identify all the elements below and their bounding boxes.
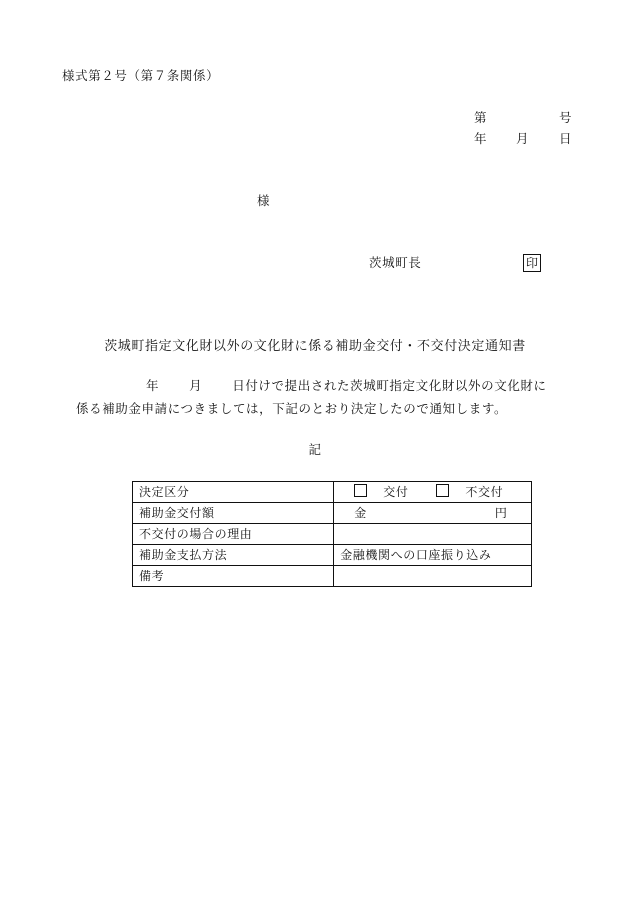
addressee-honorific: 様 [257,193,271,208]
payment-method-value: 金融機関への口座振り込み [334,545,532,566]
table-row [133,482,532,503]
body-line-1 [146,380,547,393]
document-title: 茨城町指定文化財以外の文化財に係る補助金交付・不交付決定通知書 [104,339,526,354]
decision-table [132,481,532,587]
row-label-payment-method: 補助金支払方法 [133,545,334,566]
date-month-label: 月 [516,131,530,146]
body-line-1-text: 日付けで提出された茨城町指定文化財以外の文化財に [232,378,547,393]
grant-amount-cell[interactable] [334,503,532,524]
amount-prefix: 金 [354,506,367,520]
remarks-cell[interactable] [334,566,532,587]
option-no-grant[interactable] [436,485,503,499]
checkbox-icon[interactable] [436,484,449,497]
row-label-remarks: 備考 [133,566,334,587]
table-row [133,545,532,566]
row-label-no-grant-reason: 不交付の場合の理由 [133,524,334,545]
option-grant[interactable] [340,482,408,502]
reference-number-label: 第 [474,110,488,125]
issuer-name: 茨城町長 [369,255,422,270]
body-month-label: 月 [189,378,203,393]
no-grant-reason-cell[interactable] [334,524,532,545]
option-no-grant-label: 不交付 [465,485,504,499]
ki-heading: 記 [308,442,322,457]
checkbox-icon[interactable] [354,484,367,497]
seal-mark: 印 [523,254,541,272]
reference-number-suffix: 号 [559,110,573,125]
decision-options-cell [334,482,532,503]
table-row [133,566,532,587]
date-day-label: 日 [559,131,573,146]
date-year-label: 年 [474,131,488,146]
body-year-label: 年 [146,378,160,393]
body-line-2: 係る補助金申請につきましては，下記のとおり決定したので通知します。 [76,401,508,416]
option-grant-label: 交付 [383,485,409,499]
table-row [133,524,532,545]
amount-suffix: 円 [494,506,508,520]
table-row [133,503,532,524]
form-number: 様式第２号（第７条関係） [62,68,220,83]
row-label-decision-type: 決定区分 [133,482,334,503]
row-label-grant-amount: 補助金交付額 [133,503,334,524]
